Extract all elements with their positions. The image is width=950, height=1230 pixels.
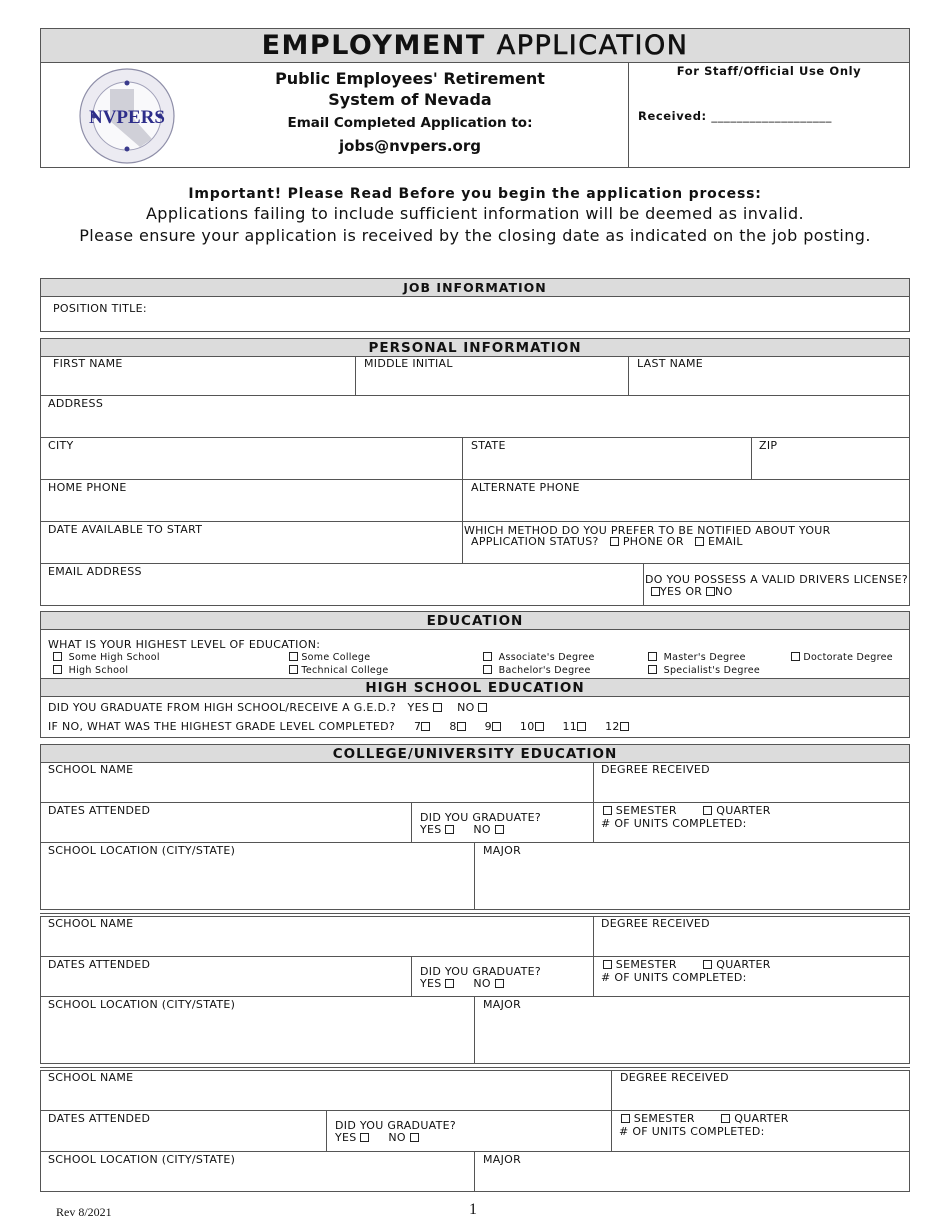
c1-school-location-field[interactable]: SCHOOL LOCATION (CITY/STATE) bbox=[48, 844, 236, 857]
license-yes-label: YES OR bbox=[660, 585, 703, 598]
hs-no-checkbox[interactable] bbox=[478, 703, 487, 712]
phone-label: PHONE bbox=[622, 535, 664, 548]
notice-line3: Please ensure your application is received by the closing date as indicated on the job posting. bbox=[79, 226, 871, 245]
or-label: OR bbox=[666, 535, 684, 548]
c3-dates-attended-field[interactable]: DATES ATTENDED bbox=[48, 1112, 151, 1125]
c3-term-options bbox=[621, 1112, 789, 1125]
grade-7-label: 7 bbox=[414, 720, 422, 733]
c3-did-graduate-label: DID YOU GRADUATE? bbox=[335, 1119, 457, 1132]
c1-dates-attended-field[interactable]: DATES ATTENDED bbox=[48, 804, 151, 817]
hs-graduate-question bbox=[48, 701, 487, 714]
c2-school-location-field[interactable]: SCHOOL LOCATION (CITY/STATE) bbox=[48, 998, 236, 1011]
grade-10-checkbox[interactable] bbox=[535, 722, 544, 731]
notify-question-line1: WHICH METHOD DO YOU PREFER TO BE NOTIFIED ABOUT YOUR bbox=[464, 524, 831, 537]
c3-yes-checkbox[interactable] bbox=[360, 1133, 369, 1142]
c1-semester-label: SEMESTER bbox=[615, 804, 677, 817]
high-school-checkbox[interactable] bbox=[53, 665, 62, 674]
c2-major-field[interactable]: MAJOR bbox=[483, 998, 522, 1011]
c1-yes-checkbox[interactable] bbox=[445, 825, 454, 834]
position-title-label: POSITION TITLE: bbox=[53, 302, 147, 315]
received-label: Received: bbox=[638, 109, 707, 123]
technical-college-checkbox[interactable] bbox=[289, 665, 298, 674]
state-field[interactable]: STATE bbox=[471, 439, 506, 452]
college-block-2 bbox=[40, 916, 910, 1064]
grade-8-label: 8 bbox=[449, 720, 457, 733]
masters-label: Master's Degree bbox=[663, 652, 746, 663]
edu-option-some-college[interactable] bbox=[289, 652, 370, 663]
some-high-school-label: Some High School bbox=[68, 652, 160, 663]
license-no-checkbox[interactable] bbox=[706, 587, 715, 596]
grade-10-label: 10 bbox=[519, 720, 535, 733]
c2-quarter-checkbox[interactable] bbox=[703, 960, 712, 969]
c1-graduate-options bbox=[420, 823, 504, 836]
email-address[interactable]: jobs@nvpers.org bbox=[339, 137, 481, 155]
education-header: EDUCATION bbox=[40, 611, 910, 630]
c3-school-name-field[interactable]: SCHOOL NAME bbox=[48, 1071, 134, 1084]
high-school-label: High School bbox=[68, 665, 129, 676]
hs-grade-question bbox=[48, 720, 629, 733]
c3-yes-label: YES bbox=[335, 1131, 357, 1144]
email-option-label: EMAIL bbox=[708, 535, 743, 548]
license-no-label: NO bbox=[715, 585, 733, 598]
c2-yes-label: YES bbox=[420, 977, 442, 990]
last-name-field[interactable]: LAST NAME bbox=[637, 357, 703, 370]
c2-yes-checkbox[interactable] bbox=[445, 979, 454, 988]
c3-quarter-checkbox[interactable] bbox=[721, 1114, 730, 1123]
date-available-field[interactable]: DATE AVAILABLE TO START bbox=[48, 523, 203, 536]
hs-graduate-text: DID YOU GRADUATE FROM HIGH SCHOOL/RECEIVE A G.E.D.? bbox=[48, 701, 397, 714]
c1-major-field[interactable]: MAJOR bbox=[483, 844, 522, 857]
c3-semester-label: SEMESTER bbox=[633, 1112, 695, 1125]
some-college-label: Some College bbox=[301, 652, 371, 663]
c1-school-name-field[interactable]: SCHOOL NAME bbox=[48, 763, 134, 776]
c2-did-graduate-label: DID YOU GRADUATE? bbox=[420, 965, 542, 978]
edu-option-masters[interactable] bbox=[648, 652, 746, 663]
hs-yes-checkbox[interactable] bbox=[433, 703, 442, 712]
doctorate-checkbox[interactable] bbox=[791, 652, 800, 661]
c2-no-label: NO bbox=[473, 977, 491, 990]
first-name-field[interactable]: FIRST NAME bbox=[53, 357, 123, 370]
phone-checkbox[interactable] bbox=[610, 537, 619, 546]
bachelors-checkbox[interactable] bbox=[483, 665, 492, 674]
notice-line2: Applications failing to include sufficient information will be deemed as invalid. bbox=[145, 204, 805, 223]
c2-term-options bbox=[603, 958, 771, 971]
c3-graduate-options bbox=[335, 1131, 419, 1144]
license-question: DO YOU POSSESS A VALID DRIVERS LICENSE? bbox=[645, 573, 908, 586]
logo-text: NVPERS bbox=[88, 107, 166, 128]
c3-no-label: NO bbox=[388, 1131, 406, 1144]
c1-term-options bbox=[603, 804, 771, 817]
c3-no-checkbox[interactable] bbox=[410, 1133, 419, 1142]
c1-quarter-checkbox[interactable] bbox=[703, 806, 712, 815]
received-field[interactable] bbox=[638, 109, 832, 123]
c2-quarter-label: QUARTER bbox=[716, 958, 771, 971]
c1-degree-received-field[interactable]: DEGREE RECEIVED bbox=[601, 763, 710, 776]
email-address-field[interactable]: EMAIL ADDRESS bbox=[48, 565, 142, 578]
edu-option-some-high-school[interactable] bbox=[53, 652, 160, 663]
c3-semester-checkbox[interactable] bbox=[621, 1114, 630, 1123]
associates-label: Associate's Degree bbox=[498, 652, 595, 663]
org-line2: System of Nevada bbox=[328, 90, 492, 109]
grade-11-label: 11 bbox=[562, 720, 578, 733]
c2-dates-attended-field[interactable]: DATES ATTENDED bbox=[48, 958, 151, 971]
edu-option-doctorate[interactable] bbox=[791, 652, 893, 663]
c3-degree-received-field[interactable]: DEGREE RECEIVED bbox=[620, 1071, 729, 1084]
high-school-header: HIGH SCHOOL EDUCATION bbox=[40, 678, 910, 697]
grade-12-label: 12 bbox=[605, 720, 620, 733]
college-block-3 bbox=[40, 1070, 910, 1192]
edu-option-high-school[interactable] bbox=[53, 665, 128, 676]
education-question: WHAT IS YOUR HIGHEST LEVEL OF EDUCATION: bbox=[48, 638, 321, 651]
doctorate-label: Doctorate Degree bbox=[803, 652, 893, 663]
title-part1: EMPLOYMENT bbox=[261, 30, 486, 61]
city-field[interactable]: CITY bbox=[48, 439, 74, 452]
c3-major-field[interactable]: MAJOR bbox=[483, 1153, 522, 1166]
some-high-school-checkbox[interactable] bbox=[53, 652, 62, 661]
received-blank: ___________________ bbox=[711, 109, 833, 123]
c2-school-name-field[interactable]: SCHOOL NAME bbox=[48, 917, 134, 930]
grade-12-checkbox[interactable] bbox=[620, 722, 629, 731]
education-box bbox=[40, 629, 910, 679]
grade-11-checkbox[interactable] bbox=[577, 722, 586, 731]
staff-use-label: For Staff/Official Use Only bbox=[676, 64, 862, 78]
notify-question-line2 bbox=[471, 535, 743, 548]
nvpers-seal-icon bbox=[74, 67, 180, 165]
edu-option-specialists[interactable] bbox=[648, 665, 760, 676]
edu-option-associates[interactable] bbox=[483, 652, 595, 663]
c1-units-field[interactable]: # OF UNITS COMPLETED: bbox=[601, 817, 747, 830]
c2-semester-checkbox[interactable] bbox=[603, 960, 612, 969]
c2-degree-received-field[interactable]: DEGREE RECEIVED bbox=[601, 917, 710, 930]
bachelors-label: Bachelor's Degree bbox=[498, 665, 591, 676]
edu-option-technical-college[interactable] bbox=[289, 665, 389, 676]
grade-7-checkbox[interactable] bbox=[421, 722, 430, 731]
c1-yes-label: YES bbox=[420, 823, 442, 836]
middle-initial-field[interactable]: MIDDLE INITIAL bbox=[364, 357, 453, 370]
edu-option-bachelors[interactable] bbox=[483, 665, 591, 676]
title-bar bbox=[40, 28, 910, 63]
c2-units-field[interactable]: # OF UNITS COMPLETED: bbox=[601, 971, 747, 984]
c1-semester-checkbox[interactable] bbox=[603, 806, 612, 815]
notice-line1: Important! Please Read Before you begin the application process: bbox=[188, 186, 762, 202]
associates-checkbox[interactable] bbox=[483, 652, 492, 661]
grade-8-checkbox[interactable] bbox=[457, 722, 466, 731]
notify-q2-text: APPLICATION STATUS? bbox=[471, 535, 599, 548]
email-instruction: Email Completed Application to: bbox=[287, 115, 533, 131]
license-yes-checkbox[interactable] bbox=[651, 587, 660, 596]
revision-label: Rev 8/2021 bbox=[56, 1205, 112, 1219]
notice bbox=[30, 186, 920, 245]
some-college-checkbox[interactable] bbox=[289, 652, 298, 661]
personal-info-header: PERSONAL INFORMATION bbox=[40, 338, 910, 357]
page-number: 1 bbox=[469, 1201, 477, 1218]
title-part2: APPLICATION bbox=[496, 30, 689, 61]
c2-semester-label: SEMESTER bbox=[615, 958, 677, 971]
college-header: COLLEGE/UNIVERSITY EDUCATION bbox=[40, 744, 910, 763]
c2-graduate-options bbox=[420, 977, 504, 990]
hs-no-label: NO bbox=[457, 701, 475, 714]
masters-checkbox[interactable] bbox=[648, 652, 657, 661]
job-info-header: JOB INFORMATION bbox=[40, 278, 910, 297]
specialists-checkbox[interactable] bbox=[648, 665, 657, 674]
c1-no-checkbox[interactable] bbox=[495, 825, 504, 834]
position-title-field[interactable] bbox=[40, 296, 910, 332]
hs-yes-label: YES bbox=[407, 701, 430, 714]
alternate-phone-field[interactable]: ALTERNATE PHONE bbox=[471, 481, 580, 494]
c1-quarter-label: QUARTER bbox=[716, 804, 771, 817]
c1-no-label: NO bbox=[473, 823, 491, 836]
zip-field[interactable]: ZIP bbox=[759, 439, 778, 452]
home-phone-field[interactable]: HOME PHONE bbox=[48, 481, 127, 494]
address-field[interactable]: ADDRESS bbox=[48, 397, 104, 410]
nvpers-logo bbox=[74, 67, 180, 165]
c3-school-location-field[interactable]: SCHOOL LOCATION (CITY/STATE) bbox=[48, 1153, 236, 1166]
c3-quarter-label: QUARTER bbox=[734, 1112, 789, 1125]
hs-grade-text: IF NO, WHAT WAS THE HIGHEST GRADE LEVEL COMPLETED? bbox=[48, 720, 396, 733]
license-options bbox=[651, 585, 733, 598]
specialists-label: Specialist's Degree bbox=[663, 665, 761, 676]
grade-9-checkbox[interactable] bbox=[492, 722, 501, 731]
email-checkbox[interactable] bbox=[695, 537, 704, 546]
org-name bbox=[210, 68, 610, 157]
c2-no-checkbox[interactable] bbox=[495, 979, 504, 988]
c1-did-graduate-label: DID YOU GRADUATE? bbox=[420, 811, 542, 824]
college-block-1 bbox=[40, 762, 910, 910]
org-line1: Public Employees' Retirement bbox=[275, 69, 545, 88]
c3-units-field[interactable]: # OF UNITS COMPLETED: bbox=[619, 1125, 765, 1138]
technical-college-label: Technical College bbox=[301, 665, 389, 676]
grade-9-label: 9 bbox=[484, 720, 492, 733]
